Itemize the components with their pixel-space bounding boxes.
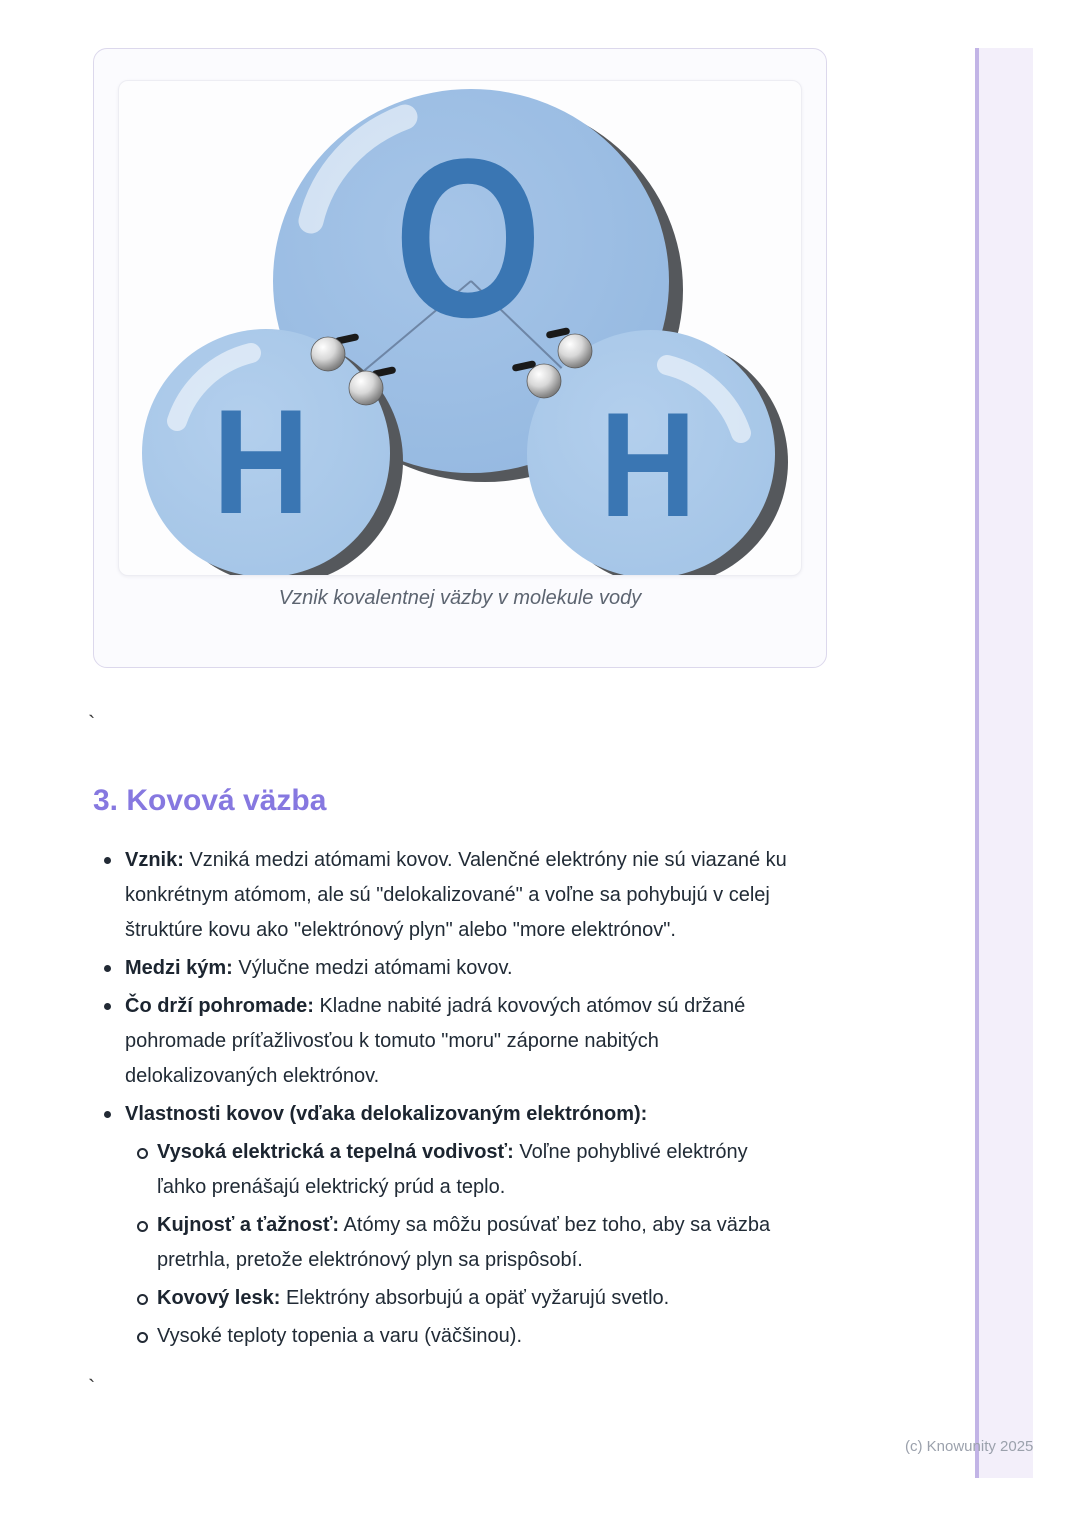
hydrogen-letter-right: H xyxy=(599,381,697,548)
sub-bullet-text: Voľne pohyblivé elektróny ľahko prenášajú elektrický prúd a teplo. xyxy=(157,1141,748,1198)
water-molecule-svg xyxy=(119,81,801,575)
section-content xyxy=(93,843,795,1357)
sub-bullet-text: Elektróny absorbujú a opäť vyžarujú svetlo. xyxy=(285,1287,670,1309)
electron xyxy=(558,334,592,368)
bullet-circle-marker xyxy=(137,1332,148,1343)
bullet-item-medzi-kym xyxy=(93,951,795,986)
right-margin-bar xyxy=(975,48,1033,1478)
bullet-text: Výlučne medzi atómami kovov. xyxy=(238,957,513,979)
bullet-disc-marker xyxy=(104,857,111,864)
bullet-text: Vzniká medzi atómami kovov. Valenčné elektróny nie sú viazané ku konkrétnym atómom, ale sú "delokalizované" a voľne sa pohybujú v celej štruktúre kovu ako "elektrónový plyn" alebo "more elektrónov". xyxy=(125,849,787,941)
sub-bullet-label: Kujnosť a ťažnosť: xyxy=(157,1214,340,1236)
bullet-text: Kladne nabité jadrá kovových atómov sú držané pohromade príťažlivosťou k tomuto "moru" záporne nabitých delokalizovaných elektrónov. xyxy=(125,995,746,1087)
figure-card xyxy=(93,48,827,668)
electron xyxy=(311,337,345,371)
sub-bullet-text: Atómy sa môžu posúvať bez toho, aby sa väzba pretrhla, pretože elektrónový plyn sa prispôsobí. xyxy=(157,1214,771,1271)
electron xyxy=(527,364,561,398)
bullet-label: Čo drží pohromade: xyxy=(125,995,314,1017)
oxygen-letter: O xyxy=(394,111,542,364)
hydrogen-letter-left: H xyxy=(212,378,310,545)
bullet-item-vznik xyxy=(93,843,795,948)
sub-bullet-item-teploty xyxy=(93,1319,795,1354)
stray-backtick-bottom: ` xyxy=(88,1375,96,1400)
bullet-circle-marker xyxy=(137,1148,148,1159)
sub-bullet-item-vodivost xyxy=(93,1135,795,1205)
bullet-item-vlastnosti-kovov xyxy=(93,1097,795,1132)
sub-bullet-item-kovovy-lesk xyxy=(93,1281,795,1316)
bullet-item-co-drzi-pohromade xyxy=(93,989,795,1094)
sub-bullet-label: Vysoká elektrická a tepelná vodivosť: xyxy=(157,1141,514,1163)
sub-bullet-label: Kovový lesk: xyxy=(157,1287,281,1309)
bullet-label: Vznik: xyxy=(125,849,184,871)
stray-backtick-top: ` xyxy=(88,711,96,736)
bullet-circle-marker xyxy=(137,1294,148,1305)
bullet-disc-marker xyxy=(104,1003,111,1010)
bullet-circle-marker xyxy=(137,1221,148,1232)
sub-bullet-text: Vysoké teploty topenia a varu (väčšinou). xyxy=(157,1325,523,1347)
figure-caption: Vznik kovalentnej väzby v molekule vody xyxy=(278,587,642,609)
section-heading: 3. Kovová väzba xyxy=(93,784,327,817)
bullet-label: Medzi kým: xyxy=(125,957,233,979)
sub-bullet-item-kujnost xyxy=(93,1208,795,1278)
water-molecule-image xyxy=(118,80,802,576)
electron xyxy=(349,371,383,405)
bullet-disc-marker xyxy=(104,965,111,972)
bullet-label: Vlastnosti kovov (vďaka delokalizovaným elektrónom): xyxy=(125,1103,648,1125)
copyright-notice: (c) Knowunity 2025 xyxy=(905,1438,1034,1455)
bullet-disc-marker xyxy=(104,1111,111,1118)
